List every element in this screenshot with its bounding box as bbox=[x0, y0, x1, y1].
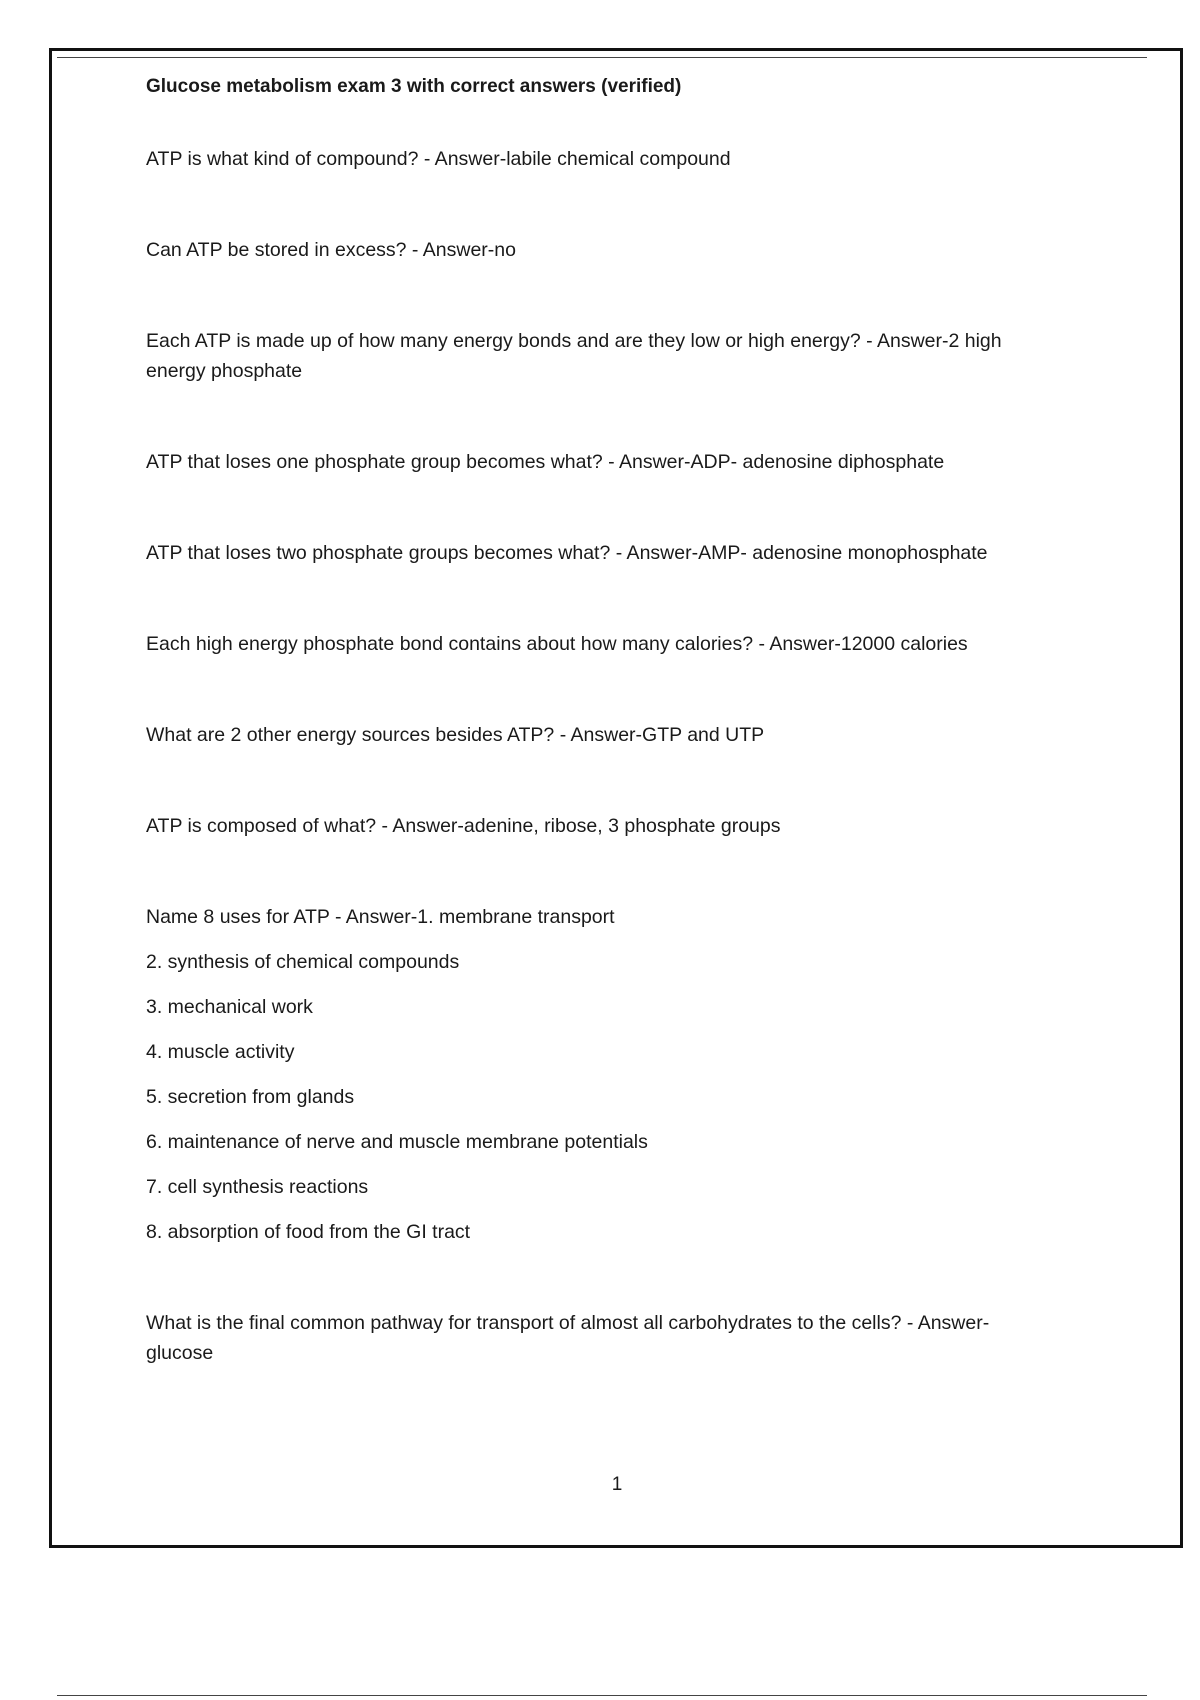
atp-uses-question: Name 8 uses for ATP - Answer-1. membrane transport bbox=[146, 906, 615, 928]
qa-item: Each ATP is made up of how many energy bonds and are they low or high energy? - Answer-2 high energy phosphate bbox=[146, 330, 1002, 382]
page-number: 1 bbox=[611, 1474, 623, 1495]
qa-item: Each high energy phosphate bond contains about how many calories? - Answer-12000 calories bbox=[146, 633, 968, 655]
qa-item: ATP that loses two phosphate groups becomes what? - Answer-AMP- adenosine monophosphate bbox=[146, 542, 988, 564]
atp-use-item: 6. maintenance of nerve and muscle membrane potentials bbox=[146, 1131, 648, 1153]
qa-item: Can ATP be stored in excess? - Answer-no bbox=[146, 239, 516, 261]
qa-item: ATP is composed of what? - Answer-adenine, ribose, 3 phosphate groups bbox=[146, 815, 781, 837]
qa-item: ATP that loses one phosphate group becomes what? - Answer-ADP- adenosine diphosphate bbox=[146, 451, 945, 473]
bottom-rule bbox=[57, 1695, 1147, 1696]
atp-use-item: 5. secretion from glands bbox=[146, 1086, 355, 1108]
atp-use-item: 4. muscle activity bbox=[146, 1041, 295, 1063]
qa-item: ATP is what kind of compound? - Answer-labile chemical compound bbox=[146, 148, 731, 170]
top-rule bbox=[57, 57, 1147, 58]
atp-use-item: 8. absorption of food from the GI tract bbox=[146, 1221, 471, 1243]
document-title: Glucose metabolism exam 3 with correct answers (verified) bbox=[146, 76, 682, 97]
atp-use-item: 7. cell synthesis reactions bbox=[146, 1176, 369, 1198]
qa-item-final: What is the final common pathway for transport of almost all carbohydrates to the cells? - Answer-glucose bbox=[146, 1312, 990, 1364]
qa-item: What are 2 other energy sources besides ATP? - Answer-GTP and UTP bbox=[146, 724, 765, 746]
document-body bbox=[146, 72, 1046, 1429]
atp-use-item: 2. synthesis of chemical compounds bbox=[146, 951, 460, 973]
atp-use-item: 3. mechanical work bbox=[146, 996, 313, 1018]
atp-uses-block bbox=[146, 902, 1046, 1247]
